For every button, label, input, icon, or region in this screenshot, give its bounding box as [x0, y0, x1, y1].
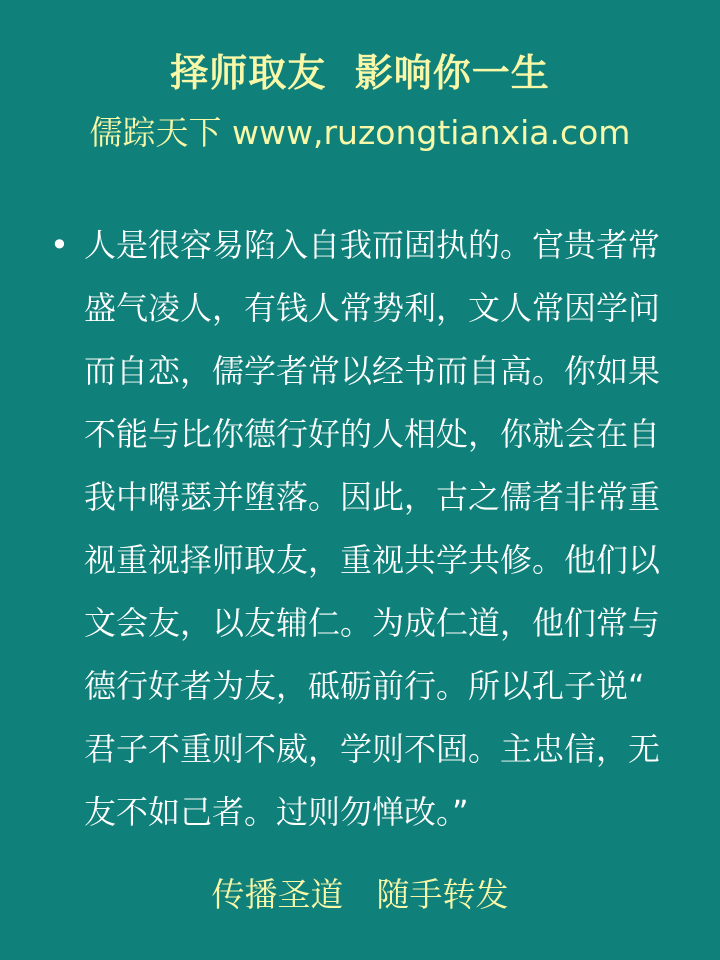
body-line: 德行好者为友，砥砺前行。所以孔子说“ [84, 667, 645, 705]
brand-and-url-subtitle: 儒踪天下 www,ruzongtianxia.com [89, 113, 631, 152]
body-line: 友不如己者。过则勿惮改。” [84, 793, 469, 831]
body-line: 人是很容易陷入自我而固执的。官贵者常 [84, 226, 661, 264]
body-line: 我中嘚瑟并堕落。因此，古之儒者非常重 [84, 478, 661, 516]
slide-title: 择师取友 影响你一生 [170, 51, 550, 95]
body-line: 而自恋，儒学者常以经书而自高。你如果 [84, 352, 661, 390]
body-line: 不能与比你德行好的人相处，你就会在自 [84, 415, 661, 453]
bullet-marker: • [50, 226, 69, 264]
body-paragraph [84, 214, 696, 844]
body-line: 盛气凌人，有钱人常势利，文人常因学问 [84, 289, 661, 327]
body-line: 君子不重则不威，学则不固。主忠信，无 [84, 730, 661, 768]
body-line: 文会友，以友辅仁。为成仁道，他们常与 [84, 604, 661, 642]
body-line: 视重视择师取友，重视共学共修。他们以 [84, 541, 661, 579]
footer-slogan: 传播圣道 随手转发 [211, 875, 509, 914]
